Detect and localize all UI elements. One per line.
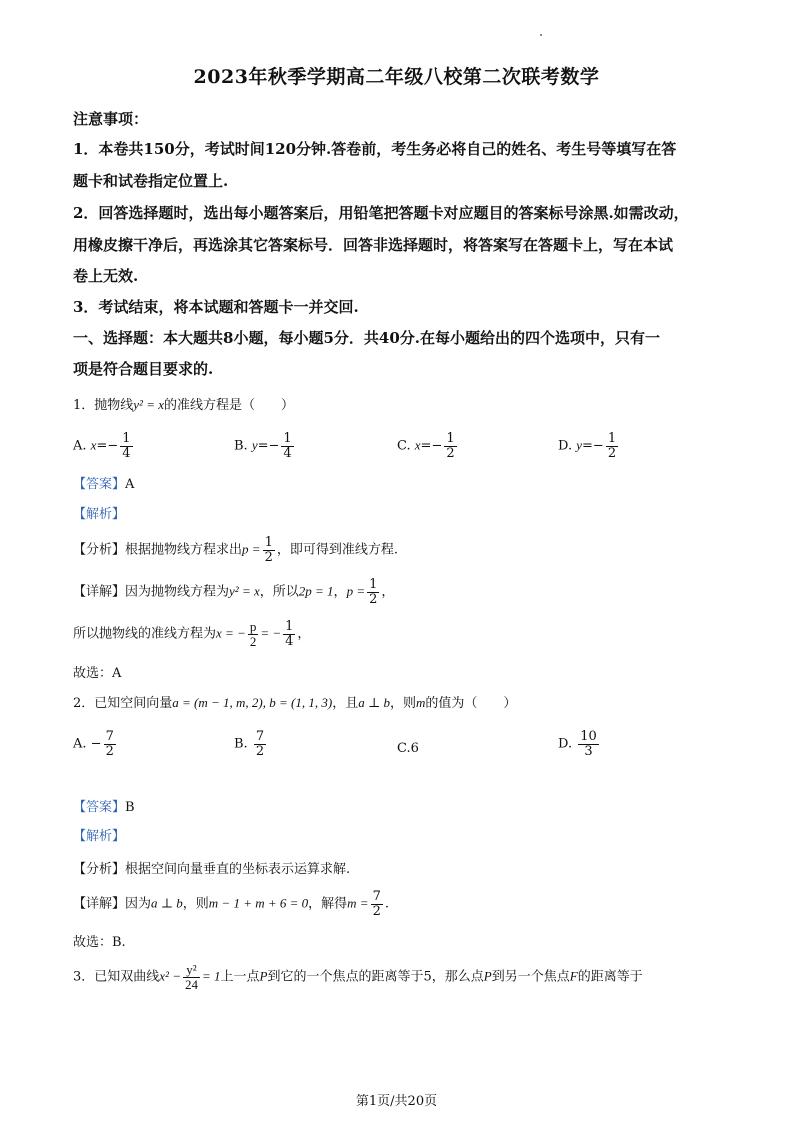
q2-option-c: C.6 xyxy=(397,741,419,756)
q2-option-d: D. $\frac{10}{3}$ xyxy=(558,729,597,759)
q1-option-b: B. y=− $\frac{1}{4}$ xyxy=(234,431,292,461)
q2-answer: 【答案】B xyxy=(73,800,135,815)
q3-stem: 3．已知双曲线x² − $\frac{\text{y²}}{24}$ = 1上一点P到它的一个焦点的距离等于5，那么点P到另一个焦点F的距离等于 xyxy=(73,962,643,992)
section-heading-cont: 项是符合题目要求的. xyxy=(73,360,214,378)
q2-choose: 故选：B. xyxy=(73,935,126,950)
q2-option-a: A. − $\frac{7}{2}$ xyxy=(73,729,114,759)
q2-jiexi-tag: 【解析】 xyxy=(73,829,126,844)
q2-fenxi: 【分析】根据空间向量垂直的坐标表示运算求解. xyxy=(73,862,351,877)
notice-item-1: 1．本卷共150分，考试时间120分钟.答卷前，考生务必将自己的姓名、考生号等填写在答 xyxy=(73,140,677,158)
page-footer: 第1页/共20页 xyxy=(355,1094,438,1109)
q1-option-d: D. y=− $\frac{1}{2}$ xyxy=(558,431,617,461)
notice-item-2: 2．回答选择题时，选出每小题答案后，用铅笔把答题卡对应题目的答案标号涂黑.如需改动， xyxy=(73,204,689,222)
q2-option-b: B. $\frac{7}{2}$ xyxy=(234,729,265,759)
scan-speck xyxy=(540,34,542,36)
q1-option-c: C. x=− $\frac{1}{2}$ xyxy=(397,431,455,461)
q1-stem: 1．抛物线y² = x的准线方程是（ ） xyxy=(73,397,295,413)
q2-stem: 2．已知空间向量a = (m − 1, m, 2), b = (1, 1, 3)，且a ⊥ b，则m的值为（ ） xyxy=(73,695,517,711)
q1-choose: 故选：A xyxy=(73,666,122,681)
q1-jiexi-tag: 【解析】 xyxy=(73,507,126,522)
section-heading: 一、选择题：本大题共8小题，每小题5分．共40分.在每小题给出的四个选项中，只有一 xyxy=(73,329,660,347)
notice-item-1-cont: 题卡和试卷指定位置上. xyxy=(73,172,229,190)
q1-answer: 【答案】A xyxy=(73,477,135,492)
notice-heading: 注意事项： xyxy=(73,110,149,128)
q2-xiangjie: 【详解】因为a ⊥ b，则m − 1 + m + 6 = 0，解得m = $\frac{7}{2}$ . xyxy=(73,889,390,919)
page-title: 2023年秋季学期高二年级八校第二次联考数学 xyxy=(193,66,600,88)
notice-item-3: 3．考试结束，将本试题和答题卡一并交回. xyxy=(73,298,359,316)
q1-xiangjie: 【详解】因为抛物线方程为y² = x，所以2p = 1，p = $\frac{1}{2}$ ， xyxy=(73,577,395,607)
notice-item-2-cont2: 卷上无效. xyxy=(73,267,139,285)
q1-fenxi: 【分析】根据抛物线方程求出p = $\frac{1}{2}$ ，即可得到准线方程. xyxy=(73,535,398,565)
q1-directrix-line: 所以抛物线的准线方程为x = − $\frac{p}{2}$ = − $\frac{1}{4}$ ， xyxy=(73,619,311,649)
notice-item-2-cont: 用橡皮擦干净后，再选涂其它答案标号．回答非选择题时，将答案写在答题卡上，写在本试 xyxy=(73,236,674,254)
q1-option-a: A. x=− $\frac{1}{4}$ xyxy=(73,431,131,461)
